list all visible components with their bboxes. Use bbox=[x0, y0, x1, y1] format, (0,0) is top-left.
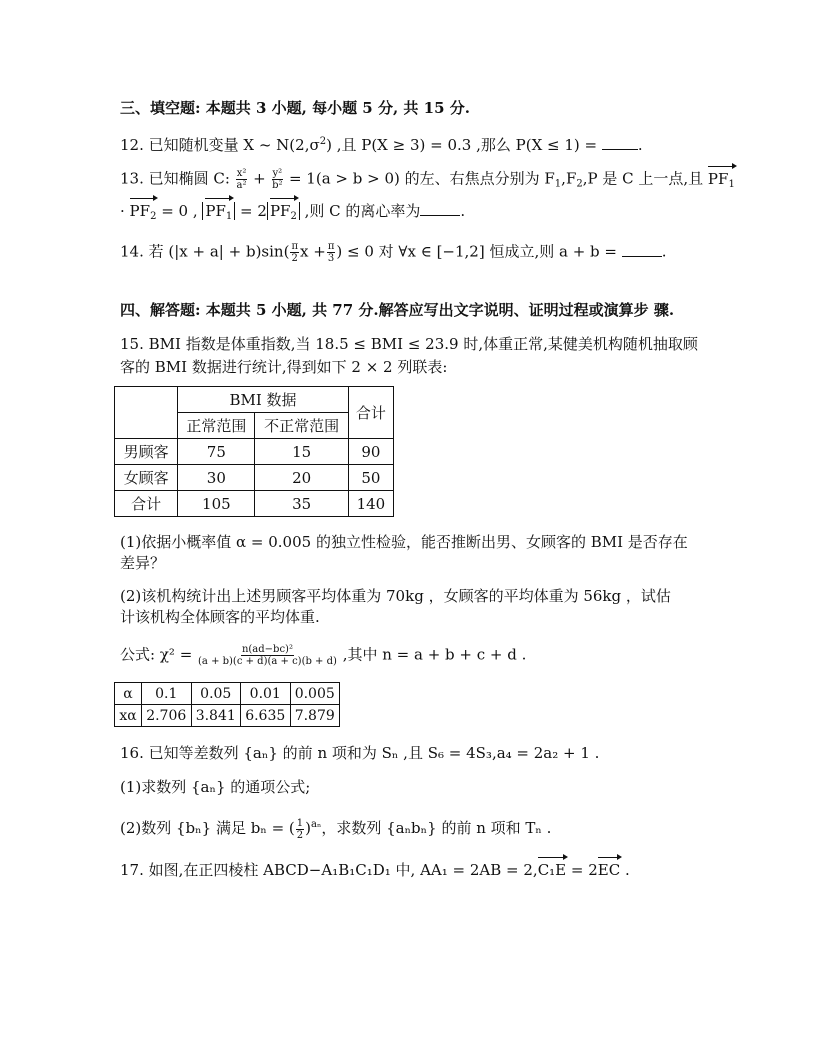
cell-normal: 75 bbox=[178, 439, 255, 465]
q13-line2-mid: = 0 , bbox=[156, 202, 203, 220]
q15-formula bbox=[120, 644, 526, 667]
q13-cond2: ,F bbox=[561, 169, 577, 188]
cell-abnormal: 15 bbox=[255, 439, 348, 465]
question-14 bbox=[120, 241, 667, 264]
cell-normal: 30 bbox=[178, 465, 255, 491]
alpha-cell: 0.1 bbox=[142, 683, 192, 705]
q13-frac-x: $\frac{\text{x²}}{\text{a²}}$ bbox=[236, 168, 247, 191]
q16-part2-prefix: (2)数列 {bₙ} 满足 bₙ = ( bbox=[120, 819, 295, 837]
x-alpha-cell: 6.635 bbox=[241, 705, 291, 727]
q14-x-plus: x + bbox=[300, 242, 326, 261]
cell-abnormal: 20 bbox=[255, 465, 348, 491]
formula-prefix: 公式: χ² = bbox=[120, 645, 198, 664]
cell-total: 50 bbox=[348, 465, 393, 491]
cell-total: 140 bbox=[348, 491, 393, 517]
bmi-contingency-table bbox=[114, 386, 394, 517]
q17-end: . bbox=[620, 861, 630, 879]
x-alpha-cell: 7.879 bbox=[290, 705, 340, 727]
q13-line2-start: · bbox=[120, 202, 130, 220]
total-header: 合计 bbox=[348, 387, 393, 439]
q13-cond3: ,P 是 C 上一点,且 bbox=[582, 169, 708, 188]
normal-header: 正常范围 bbox=[178, 413, 255, 439]
q12-suffix: . bbox=[637, 136, 643, 154]
q16-part1: (1)求数列 {aₙ} 的通项公式; bbox=[120, 778, 311, 796]
q12-answer-blank[interactable] bbox=[602, 135, 638, 150]
q13-cond: = 1(a > b > 0) 的左、右焦点分别为 F bbox=[288, 169, 555, 188]
q14-mid: ) ≤ 0 对 ∀x ∈ [−1,2] 恒成立,则 a + b = bbox=[336, 242, 622, 261]
q13-prefix: 13. 已知椭圆 C: bbox=[120, 169, 230, 188]
alpha-cell: 0.005 bbox=[290, 683, 340, 705]
row-label: 女顾客 bbox=[115, 465, 178, 491]
row-label: 男顾客 bbox=[115, 439, 178, 465]
section4-heading: 四、解答题: 本题共 5 小题, 共 77 分.解答应写出文字说明、证明过程或演算步 骤. bbox=[120, 301, 675, 319]
q14-end: . bbox=[661, 242, 667, 261]
alpha-cell: 0.05 bbox=[191, 683, 241, 705]
q12-prefix: 12. 已知随机变量 X ~ N(2,σ bbox=[120, 136, 320, 154]
q17-eq: = 2 bbox=[566, 861, 598, 879]
alpha-cell: 0.01 bbox=[241, 683, 291, 705]
q16-half-fraction: $\frac{1}{2}$ bbox=[296, 817, 304, 841]
cell-abnormal: 35 bbox=[255, 491, 348, 517]
q15-part2-line2: 计该机构全体顾客的平均体重. bbox=[120, 608, 320, 626]
critical-value-table bbox=[114, 682, 340, 727]
q17-vec-ec: EC bbox=[597, 861, 621, 879]
q13-frac-y: $\frac{\text{y²}}{\text{b²}}$ bbox=[272, 168, 283, 191]
table-row bbox=[115, 491, 394, 517]
q13-line2-end: ,则 C 的离心率为 bbox=[299, 202, 421, 220]
q13-eq2: = 2 bbox=[235, 202, 267, 220]
cell-normal: 105 bbox=[178, 491, 255, 517]
q13-vec-pf2: $PF_2$ bbox=[130, 201, 157, 227]
question-16: 16. 已知等差数列 {aₙ} 的前 n 项和为 Sₙ ,且 S₆ = 4S₃,a₄ = 2a₂ + 1 . bbox=[120, 744, 600, 762]
q17-vec-c1e: C₁E bbox=[537, 861, 567, 879]
abnormal-header: 不正常范围 bbox=[255, 413, 348, 439]
q13-end: . bbox=[460, 202, 466, 220]
q13-plus: + bbox=[253, 169, 266, 188]
q16-part2-suffix: ，求数列 {aₙbₙ} 的前 n 项和 Tₙ . bbox=[321, 819, 552, 837]
table-corner bbox=[115, 387, 178, 439]
q12-sup: 2 bbox=[319, 136, 327, 147]
question-17 bbox=[120, 860, 630, 880]
q13-vec-pf1: $PF_1$ bbox=[708, 169, 735, 195]
x-alpha-cell: 3.841 bbox=[191, 705, 241, 727]
q13-answer-blank[interactable] bbox=[420, 201, 460, 216]
row-label: 合计 bbox=[115, 491, 178, 517]
table-row bbox=[115, 439, 394, 465]
q14-answer-blank[interactable] bbox=[622, 242, 662, 257]
q15-part1-line1: (1)依据小概率值 α = 0.005 的独立性检验，能否推断出男、女顾客的 BMI 是否存在 bbox=[120, 533, 688, 551]
bmi-header: BMI 数据 bbox=[178, 387, 349, 413]
q16-part2: (2)数列 {bₙ} 满足 bₙ = ( $\frac{1}{2}$ )$^{a_n}$，求数列 {aₙbₙ} 的前 n 项和 Tₙ . bbox=[120, 817, 552, 841]
alpha-label: α bbox=[115, 683, 142, 705]
q13-abs-pf1: $PF_1$ bbox=[202, 202, 235, 220]
question-15-line1: 15. BMI 指数是体重指数,当 18.5 ≤ BMI ≤ 23.9 时,体重正常,某健美机构随机抽取顾 bbox=[120, 335, 698, 353]
q17-prefix: 17. 如图,在正四棱柱 ABCD−A₁B₁C₁D₁ 中, AA₁ = 2AB = 2, bbox=[120, 861, 538, 879]
q13-abs-pf2: $PF_2$ bbox=[267, 202, 300, 220]
q14-frac-pi3: $\frac{\pi}{3}$ bbox=[327, 241, 335, 264]
question-12 bbox=[120, 132, 643, 155]
q15-part1-line2: 差异？ bbox=[120, 554, 166, 572]
section3-heading: 三、填空题: 本题共 3 小题, 每小题 5 分, 共 15 分. bbox=[120, 99, 470, 117]
question-13-line2 bbox=[120, 201, 465, 227]
q14-prefix: 14. 若 (|x + a| + b)sin( bbox=[120, 242, 290, 261]
question-13: 13. 已知椭圆 C: $\frac{\text{x²}}{\text{a²}}$ + $\frac{\text{y²}}{\text{b²}}$ = 1(a > b > 0) 的左、右焦点分别为 $F_1,F_2,P$ 是 C 上一点,且 $PF_1$ bbox=[120, 168, 735, 195]
formula-suffix: ,其中 n = a + b + c + d . bbox=[337, 645, 527, 664]
x-alpha-label: xα bbox=[115, 705, 142, 727]
x-alpha-cell: 2.706 bbox=[142, 705, 192, 727]
q16-exponent: aₙ bbox=[311, 819, 322, 830]
q14-frac-pi2: $\frac{\pi}{2}$ bbox=[291, 241, 299, 264]
q15-part2-line1: (2)该机构统计出上述男顾客平均体重为 70kg ，女顾客的平均体重为 56kg ，试估 bbox=[120, 587, 671, 605]
formula-fraction: $\frac{\text{n(ad−bc)²}}{(a + b)(c + d)(a + c)(b + d)}$ bbox=[198, 644, 337, 667]
cell-total: 90 bbox=[348, 439, 393, 465]
question-15-line2: 客的 BMI 数据进行统计,得到如下 2 × 2 列联表: bbox=[120, 358, 448, 376]
q12-mid: ) ,且 P(X ≥ 3) = 0.3 ,那么 P(X ≤ 1) = bbox=[326, 136, 602, 154]
table-row bbox=[115, 465, 394, 491]
